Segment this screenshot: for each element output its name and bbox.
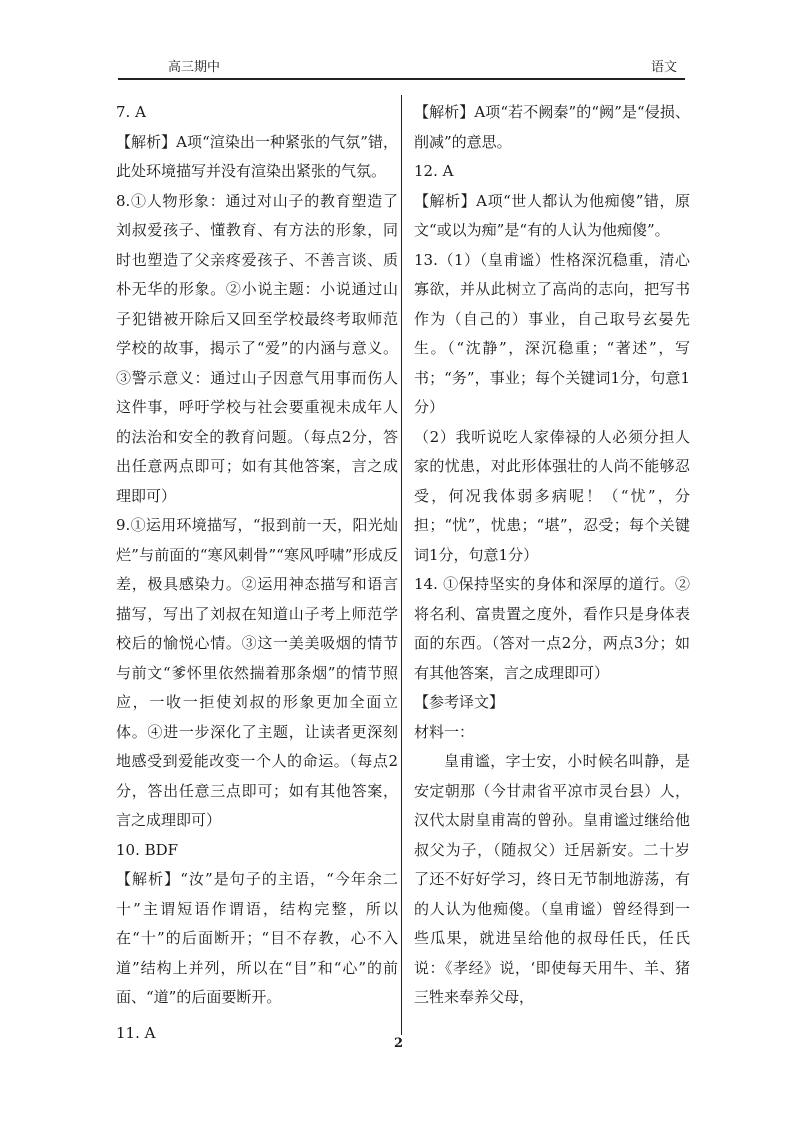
page-number: 2 xyxy=(394,1036,404,1051)
material-one-label: 材料一： xyxy=(414,722,475,741)
header-right-text: 语文 xyxy=(650,60,677,75)
answer-9: 9.①运用环境描写，“报到前一天，阳光灿烂”与前面的“寒风刺骨”“寒风呼啸”形成反差，极具感染力。②运用神态描写和语言描写，写出了刘叔在知道山子考上师范学校后的愉悦心情。③这一美美吸烟的情节与前文“爹怀里依然揣着那条烟”的情节照应，一收一拒使刘叔的形象更加全面立体。④进一步深化了主题，让读者更深刻地感受到爱能改变一个人的命运。（每点2分，答出任意三点即可；如有其他答案，言之成理即可） xyxy=(116,516,398,829)
answer-8: 8.①人物形象：通过对山子的教育塑造了刘叔爱孩子、懂教育、有方法的形象，同时也塑造了父亲疼爱孩子、不善言谈、质朴无华的形象。②小说主题：小说通过山子犯错被开除后又回至学校最终考取师范学校的故事，揭示了“爱”的内涵与意义。③警示意义：通过山子因意气用事而伤人这件事，呼吁学校与社会要重视未成年人的法治和安全的教育问题。（每点2分，答出任意两点即可；如有其他答案，言之成理即可） xyxy=(116,191,398,505)
analysis-10: 【解析】“汝”是句子的主语，“今年余二十”主谓短语作谓语，结构完整，所以在“十”的后面断开；“目不存教，心不入道”结构上并列，所以在“目”和“心”的前面、“道”的后面要断开。 xyxy=(116,870,398,1006)
answer-10: 10. BDF xyxy=(116,840,179,859)
page-header xyxy=(118,52,685,80)
translation-paragraph: 皇甫谧，字士安，小时候名叫静，是安定朝那（今甘肃省平凉市灵台县）人，汉代太尉皇甫嵩的曾孙。皇甫谧过继给他叔父为子，（随叔父）迁居新安。二十岁了还不好好学习，终日无节制地游荡，有的人认为他痴傻。（皇甫谧）曾经得到一些瓜果，就进呈给他的叔母任氏，任氏说：《孝经》说，‘即使每天用牛、羊、猪三牲来奉养父母， xyxy=(414,752,690,1006)
answer-11: 11. A xyxy=(116,1023,156,1042)
answer-13-1: 13.（1）（皇甫谧）性格深沉稳重，清心寡欲，并从此树立了高尚的志向，把写书作为（自己的）事业，自己取号玄晏先生。（“沈静”，深沉稳重；“著述”，写书；“务”，事业；每个关键词1分，句意1分） xyxy=(414,250,690,416)
answer-12: 12. A xyxy=(414,162,454,180)
reference-translation-heading: 【参考译文】 xyxy=(414,693,505,711)
left-column xyxy=(116,98,398,1048)
answer-14: 14. ①保持坚实的身体和深厚的道行。②将名利、富贵置之度外，看作只是身体表面的东西。（答对一点2分，两点3分；如有其他答案，言之成理即可） xyxy=(414,575,690,682)
analysis-7: 【解析】A项“渲染出一种紧张的气氛”错，此处环境描写并没有渲染出紧张的气氛。 xyxy=(116,132,398,180)
column-divider xyxy=(401,95,402,1035)
answer-13-2: （2）我听说吃人家俸禄的人必须分担人家的忧患，对此形体强壮的人尚不能够忍受，何况我体弱多病呢！（“忧”，分担；“忧”，忧患；“堪”，忍受；每个关键词1分，句意1分） xyxy=(414,427,690,564)
analysis-11: 【解析】A项“若不阙秦”的“阙”是“侵损、削减”的意思。 xyxy=(414,103,690,151)
answer-7: 7. A xyxy=(116,103,146,121)
analysis-12: 【解析】A项“世人都认为他痴傻”错，原文“或以为痴”是“有的人认为他痴傻”。 xyxy=(414,191,690,239)
right-column xyxy=(414,98,690,1013)
header-left-text: 高三期中 xyxy=(168,60,221,75)
